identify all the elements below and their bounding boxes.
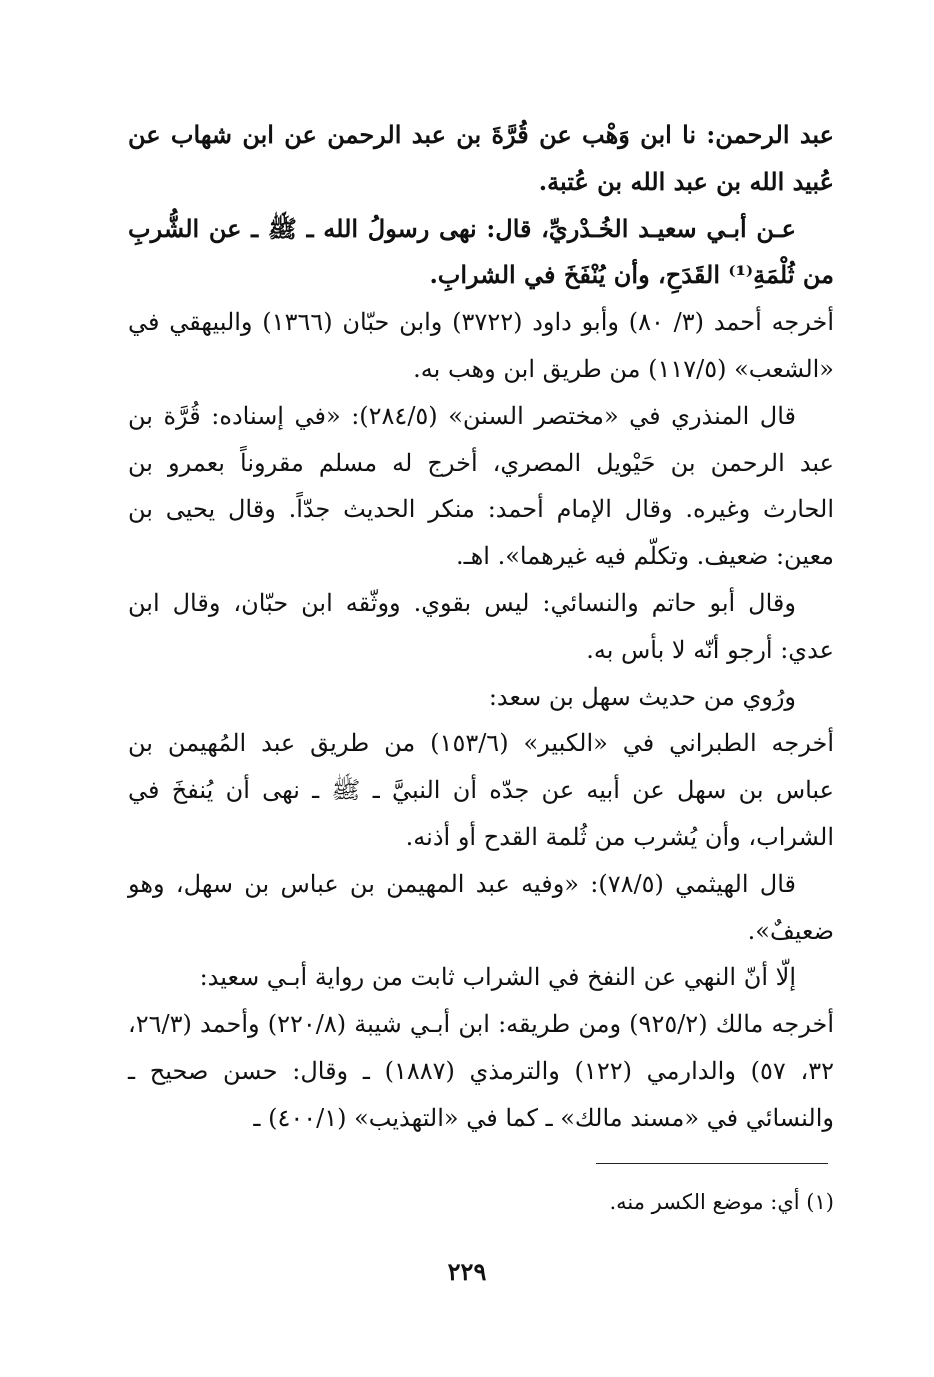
sahl-heading: ورُوي من حديث سهل بن سعد: bbox=[488, 682, 796, 711]
tabarani-paragraph: أخرجه الطبراني في «الكبير» (١٥٣/٦) من طريق عبد المُهيمن بن عباس بن سهل عن أبيه عن جدّه أن النبيَّ ـ ﷺ ـ نهى أن يُنفخَ في الشراب، وأن يُشرب من ثُلمة القدح أو أذنه. bbox=[128, 729, 834, 851]
narrator-assessment: وقال أبو حاتم والنسائي: ليس بقوي. ووثّقه ابن حبّان، وقال ابن عدي: أرجو أنّه لا بأس به. bbox=[128, 588, 834, 664]
footnote: (١) أي: موضع الكسر منه. bbox=[609, 1190, 834, 1214]
malik-paragraph: أخرجه مالك (٩٢٥/٢) ومن طريقه: ابن أبـي شيبة (٢٢٠/٨) وأحمد (٢٦/٣، ٣٢، ٥٧) والدارمي (١٢٢) والترمذي (١٨٨٧) ـ وقال: حسن صحيح ـ والنسائي في «مسند مالك» ـ كما في «التهذيب» (٤٠٠/١) ـ bbox=[128, 1010, 835, 1132]
footnote-separator bbox=[596, 1163, 828, 1164]
main-text bbox=[128, 112, 834, 1142]
abu-said-heading: إلّا أنّ النهي عن النفخ في الشراب ثابت من رواية أبـي سعيد: bbox=[199, 963, 796, 992]
hadith-text: عـن أبـي سعيـد الخُـدْريِّ، قال: نهى رسولُ الله ـ ﷺ ـ عن الشُّربِ من ثُلْمَةِ⁽¹⁾ القَدَحِ، وأن يُنْفَخَ في الشرابِ. bbox=[128, 213, 834, 290]
mundhiri-quote: قال المنذري في «مختصر السنن» (٢٨٤/٥): «في إسناده: قُرَّة بن عبد الرحمن بن حَيْويل المصري، أخرج له مسلم مقروناً بعمرو بن الحارث وغيره. وقال الإمام أحمد: منكر الحديث جدّاً. وقال يحيى بن معين: ضعيف. وتكلّم فيه غيرهما». اهـ. bbox=[128, 401, 834, 571]
haythami-quote: قال الهيثمي (٧٨/٥): «وفيه عبد المهيمن بن عباس بن سهل، وهو ضعيفٌ». bbox=[128, 869, 834, 945]
page-number: ٢٢٩ bbox=[447, 1257, 487, 1286]
takhrij-paragraph: أخرجه أحمد (٣/ ٨٠) وأبو داود (٣٧٢٢) وابن حبّان (١٣٦٦) والبيهقي في «الشعب» (١١٧/٥) من طريق ابن وهب به. bbox=[128, 308, 835, 383]
isnad-paragraph: عبد الرحمن: نا ابن وَهْب عن قُرَّةَ بن عبد الرحمن عن ابن شهاب عن عُبيد الله بن عبد الله بن عُتبة. bbox=[128, 120, 834, 196]
